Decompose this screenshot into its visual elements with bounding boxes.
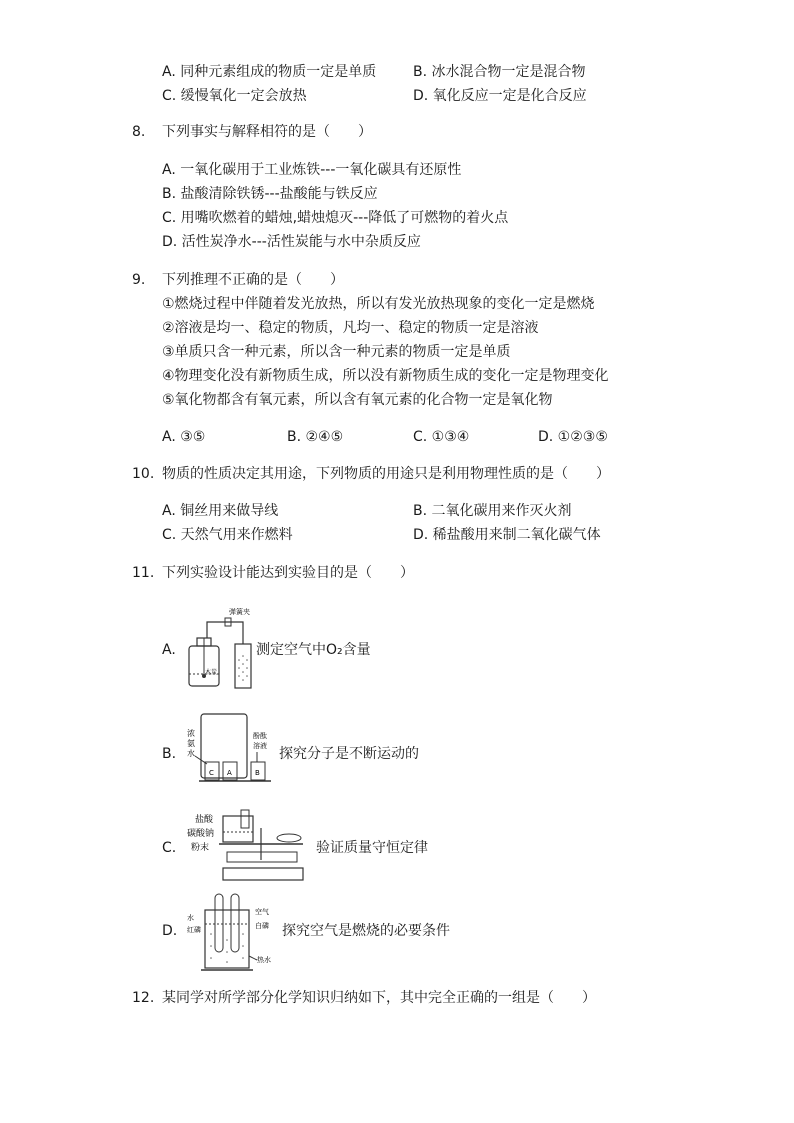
q11-option-b-label: B.	[162, 746, 177, 762]
q11-fig-b-label-nong: 浓	[187, 729, 195, 738]
q8-number: 8.	[132, 124, 146, 140]
q11-fig-b-label-phenol: 酚酞	[253, 732, 267, 740]
q11-fig-b-label-an: 氨	[187, 739, 195, 748]
q11-figure-d-combustion	[185, 890, 281, 972]
q10-option-c: C. 天然气用来作燃料	[162, 527, 293, 543]
q11-fig-c-label-powder: 粉末	[191, 843, 210, 853]
q12-stem: 某同学对所学部分化学知识归纳如下，其中完全正确的一组是（ ）	[162, 990, 596, 1006]
q10-option-b: B. 二氧化碳用来作灭火剂	[413, 503, 572, 519]
q9-statement-4: ④物理变化没有新物质生成，所以没有新物质生成的变化一定是物理变化	[162, 368, 609, 384]
q9-option-d: D. ①②③⑤	[538, 429, 608, 445]
q8-option-c: C. 用嘴吹燃着的蜡烛,蜡烛熄灭---降低了可燃物的着火点	[162, 210, 509, 226]
q11-fig-b-label-c: C	[209, 769, 214, 777]
q9-statement-2: ②溶液是均一、稳定的物质，凡均一、稳定的物质一定是溶液	[162, 320, 539, 336]
q9-stem: 下列推理不正确的是（ ）	[162, 272, 344, 288]
q11-option-d-caption: 探究空气是燃烧的必要条件	[282, 923, 450, 939]
q10-option-a: A. 铜丝用来做导线	[162, 503, 279, 519]
q11-figure-b-molecule-motion	[185, 712, 277, 784]
q10-option-d: D. 稀盐酸用来制二氧化碳气体	[413, 527, 601, 543]
q11-option-c-label: C.	[162, 840, 177, 856]
q11-figure-a-oxygen-apparatus	[183, 604, 255, 692]
q11-fig-c-label-na2co3: 碳酸钠	[187, 829, 215, 839]
q9-statement-3: ③单质只含一种元素，所以含一种元素的物质一定是单质	[162, 344, 511, 360]
q11-fig-b-label-a: A	[227, 769, 232, 777]
q9-number: 9.	[132, 272, 146, 288]
q11-fig-b-label-solution: 溶液	[253, 742, 267, 750]
q10-stem: 物质的性质决定其用途，下列物质的用途只是利用物理性质的是（ ）	[162, 466, 610, 482]
q11-fig-d-label-air: 空气	[255, 908, 269, 916]
q11-fig-d-label-water: 水	[187, 914, 194, 922]
q8-option-b: B. 盐酸清除铁锈---盐酸能与铁反应	[162, 186, 378, 202]
q11-fig-d-label-whitep: 白磷	[255, 922, 269, 930]
q12-number: 12.	[132, 990, 155, 1006]
q9-option-b: B. ②④⑤	[287, 429, 344, 445]
q11-stem: 下列实验设计能达到实验目的是（ ）	[162, 565, 414, 581]
q11-fig-b-label-shui: 水	[187, 749, 195, 758]
q11-option-a-label: A.	[162, 642, 176, 658]
q11-number: 11.	[132, 565, 155, 581]
q8-option-d: D. 活性炭净水---活性炭能与水中杂质反应	[162, 234, 421, 250]
q8-option-a: A. 一氧化碳用于工业炼铁---一氧化碳具有还原性	[162, 162, 462, 178]
q11-fig-b-label-b: B	[255, 769, 260, 777]
q9-option-c: C. ①③④	[413, 429, 470, 445]
q7-option-c: C. 缓慢氧化一定会放热	[162, 88, 307, 104]
q11-option-d-label: D.	[162, 923, 178, 939]
q10-number: 10.	[132, 466, 155, 482]
q11-option-a-caption: 测定空气中O₂含量	[256, 642, 371, 658]
q7-option-a: A. 同种元素组成的物质一定是单质	[162, 64, 377, 80]
q11-fig-a-label-charcoal: 木炭	[205, 669, 218, 676]
q8-stem: 下列事实与解释相符的是（ ）	[162, 124, 372, 140]
q9-statement-5: ⑤氧化物都含有氧元素，所以含有氧元素的化合物一定是氧化物	[162, 392, 553, 408]
q11-fig-c-label-hcl: 盐酸	[195, 815, 214, 825]
q11-option-b-caption: 探究分子是不断运动的	[279, 746, 419, 762]
q11-figure-c-balance	[183, 808, 313, 884]
q7-option-d: D. 氧化反应一定是化合反应	[413, 88, 587, 104]
q11-option-c-caption: 验证质量守恒定律	[316, 840, 428, 856]
q7-option-b: B. 冰水混合物一定是混合物	[413, 64, 586, 80]
q11-fig-a-label-clamp: 弹簧夹	[229, 608, 250, 616]
q11-fig-d-label-hotwater: 热水	[257, 956, 271, 964]
q9-option-a: A. ③⑤	[162, 429, 206, 445]
q9-statement-1: ①燃烧过程中伴随着发光放热，所以有发光放热现象的变化一定是燃烧	[162, 296, 595, 312]
q11-fig-d-label-redp: 红磷	[187, 926, 201, 934]
